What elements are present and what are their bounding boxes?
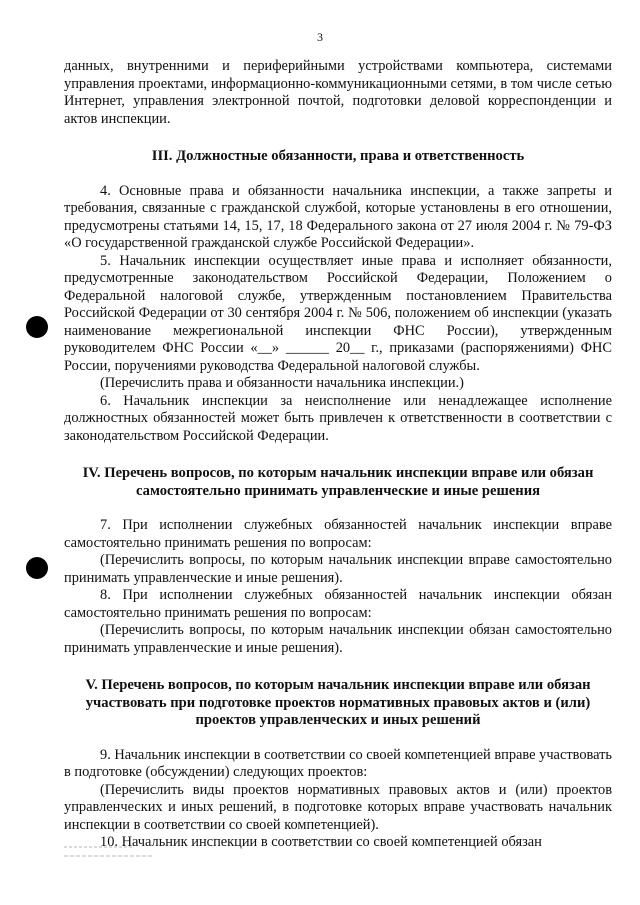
paragraph-9: 9. Начальник инспекции в соответствии со своей компетенцией вправе участвовать в подготовке (обсуждении) следующих проектов: (64, 746, 612, 780)
paragraph-8: 8. При исполнении служебных обязанностей начальник инспекции обязан самостоятельно принимать решения по вопросам: (64, 587, 612, 621)
section-heading-5: V. Перечень вопросов, по которым начальник инспекции вправе или обязан участвовать при подготовке проектов нормативных правовых актов и (или) проектов управленческих и иных решений (85, 677, 591, 728)
page-number: 3 (317, 30, 323, 44)
section-heading-3: III. Должностные обязанности, права и ответственность (151, 148, 525, 164)
paragraph-7-note: (Перечислить вопросы, по которым начальник инспекции вправе самостоятельно принимать управленческие и иные решения). (64, 552, 612, 586)
paragraph-10: 10. Начальник инспекции в соответствии со своей компетенцией обязан (100, 834, 542, 850)
paragraph-5: 5. Начальник инспекции осуществляет иные права и исполняет обязанности, предусмотренные законодательством Российской Федерации, Положением о Федеральной налоговой службе, утвержденным постановлением Правительства Российской Федерации от 30 сентября 2004 г. № 506, положением об инспекции (указать наименование межрегиональной инспекции ФНС России), утвержденным руководителем ФНС России «__» ______ 20__ г., приказами (распоряжениями) ФНС России, поручениями руководства Федеральной налоговой службы. (64, 252, 612, 374)
paragraph-5-note: (Перечислить права и обязанности начальника инспекции.) (100, 375, 464, 391)
punch-hole-bottom (26, 557, 48, 579)
document-body (64, 58, 612, 852)
paragraph-intro: данных, внутренними и периферийными устройствами компьютера, системами управления проектами, информационно-коммуникационными сетями, в том числе сетью Интернет, управления электронной почтой, подготовки деловой корреспонденции и актов инспекции. (64, 58, 612, 127)
punch-hole-top (26, 316, 48, 338)
paragraph-7: 7. При исполнении служебных обязанностей начальник инспекции вправе самостоятельно принимать решения по вопросам: (64, 517, 612, 551)
faint-stamp-icon (64, 842, 154, 862)
paragraph-4: 4. Основные права и обязанности начальника инспекции, а также запреты и требования, связанные с гражданской службой, которые установлены в его отношении, предусмотрены статьями 14, 15, 17, 18 Федерального закона от 27 июля 2004 г. № 79-ФЗ «О государственной гражданской службе Российской Федерации». (64, 182, 612, 251)
paragraph-6: 6. Начальник инспекции за неисполнение или ненадлежащее исполнение должностных обязанностей может быть привлечен к ответственности в соответствии с законодательством Российской Федерации. (64, 392, 612, 444)
section-heading-4: IV. Перечень вопросов, по которым начальник инспекции вправе или обязан самостоятельно принимать управленческие и иные решения (82, 465, 594, 499)
scan-stamp-mark (64, 842, 154, 865)
paragraph-9-note: (Перечислить виды проектов нормативных правовых актов и (или) проектов управленческих и иных решений, в подготовке которых вправе участвовать начальник инспекции в соответствии со своей компетенцией). (64, 781, 612, 833)
paragraph-8-note: (Перечислить вопросы, по которым начальник инспекции обязан самостоятельно принимать управленческие и иные решения). (64, 622, 612, 656)
